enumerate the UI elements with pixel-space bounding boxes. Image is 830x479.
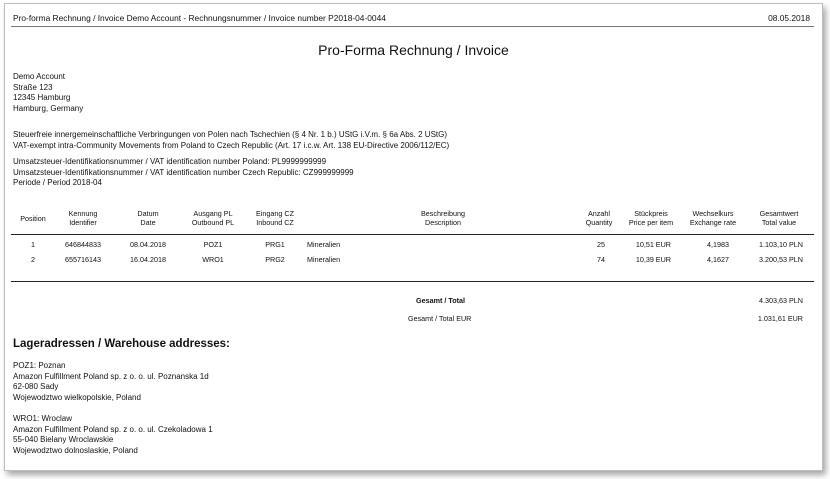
col-header-quantity: Anzahl Quantity (585, 209, 613, 227)
warehouse-line: 62-080 Sady (13, 382, 59, 391)
document-header-line: Pro-forma Rechnung / Invoice Demo Account - Rechnungsnummer / Invoice number P2018-04-0044 (13, 13, 386, 23)
warehouse-line: Amazon Fulfillment Poland sp. z o. o. ul. Poznanska 1d (13, 371, 209, 381)
col-header-identifier: Kennung Identifier (68, 209, 98, 227)
col-header-description: Beschreibung Description (421, 209, 465, 227)
address-line: 12345 Hamburg (13, 93, 71, 102)
total-eur-value: 1.031,61 EUR (757, 314, 803, 323)
customer-address (13, 72, 83, 114)
warehouse-line: Amazon Fulfillment Poland sp. z o. o. ul. Czekoladowa 1 (13, 424, 213, 434)
cell-date: 08.04.2018 (130, 240, 166, 249)
address-line: Demo Account (13, 72, 66, 81)
warehouse-poz1 (13, 361, 209, 403)
warehouse-wro1 (13, 414, 213, 456)
warehouse-line: Wojewodztwo dolnoslaskie, Poland (13, 445, 138, 455)
col-header-exchange-rate: Wechselkurs Exchange rate (689, 209, 737, 227)
period: Periode / Period 2018-04 (13, 178, 102, 187)
tax-notes (13, 130, 449, 151)
cell-outbound: WRO1 (202, 255, 224, 264)
vat-id-poland: Umsatzsteuer-Identifikationsnummer / VAT identification number Poland: PL9999999999 (13, 157, 327, 166)
tax-note-de: Steuerfreie innergemeinschaftliche Verbringungen von Polen nach Tschechien (§ 4 Nr. 1 b.) UStG i.V.m. § 6a Abs. 2 UStG) (13, 130, 448, 139)
vat-id-czech: Umsatzsteuer-Identifikationsnummer / VAT identification number Czech Republic: CZ999999999 (13, 167, 354, 177)
col-header-total-value: Gesamtwert Total value (759, 209, 799, 227)
cell-exchange-rate: 4,1983 (707, 240, 729, 249)
address-line: Hamburg, Germany (13, 103, 84, 113)
warehouse-line: POZ1: Poznan (13, 361, 66, 370)
cell-quantity: 74 (597, 255, 605, 264)
cell-position: 2 (31, 255, 35, 264)
cell-total-value: 3.200,53 PLN (759, 255, 803, 264)
invoice-page (4, 3, 823, 471)
cell-price: 10,51 EUR (635, 240, 671, 249)
cell-identifier: 646844833 (65, 240, 101, 249)
table-bottom-rule (11, 281, 814, 282)
cell-inbound: PRG1 (265, 240, 285, 249)
cell-inbound: PRG2 (265, 255, 285, 264)
tax-note-en: VAT-exempt intra-Community Movements from Poland to Czech Republic (Art. 17 i.c.w. Art. 138 EU-Directive 2006/112/EC) (13, 140, 450, 150)
col-header-date: Datum Date (137, 209, 159, 227)
col-header-outbound: Ausgang PL Outbound PL (191, 209, 235, 227)
cell-total-value: 1.103,10 PLN (759, 240, 803, 249)
cell-description: Mineralien (307, 240, 341, 249)
cell-identifier: 655716143 (65, 255, 101, 264)
table-header-rule (11, 234, 814, 235)
document-date: 08.05.2018 (768, 13, 810, 23)
cell-quantity: 25 (597, 240, 605, 249)
cell-exchange-rate: 4,1627 (707, 255, 729, 264)
cell-date: 16.04.2018 (130, 255, 166, 264)
cell-description: Mineralien (307, 255, 341, 264)
cell-outbound: POZ1 (203, 240, 223, 249)
address-line: Straße 123 (13, 82, 53, 92)
header-divider (11, 26, 814, 27)
col-header-inbound: Eingang CZ Inbound CZ (256, 209, 294, 227)
cell-price: 10,39 EUR (635, 255, 671, 264)
warehouse-line: Wojewodztwo wielkopolskie, Poland (13, 392, 141, 402)
warehouse-section-title: Lageradressen / Warehouse addresses: (13, 338, 230, 350)
page-title: Pro-Forma Rechnung / Invoice (318, 42, 509, 58)
col-header-price: Stückpreis Price per item (628, 209, 674, 227)
warehouse-line: WRO1: Wroclaw (13, 414, 72, 423)
warehouse-line: 55-040 Bielany Wroclawskie (13, 435, 114, 444)
total-label: Gesamt / Total (416, 296, 465, 305)
vat-ids (13, 157, 354, 189)
total-eur-label: Gesamt / Total EUR (408, 314, 472, 323)
cell-position: 1 (31, 240, 35, 249)
col-header-position: Position (20, 214, 46, 223)
total-value: 4.303,63 PLN (759, 296, 803, 305)
